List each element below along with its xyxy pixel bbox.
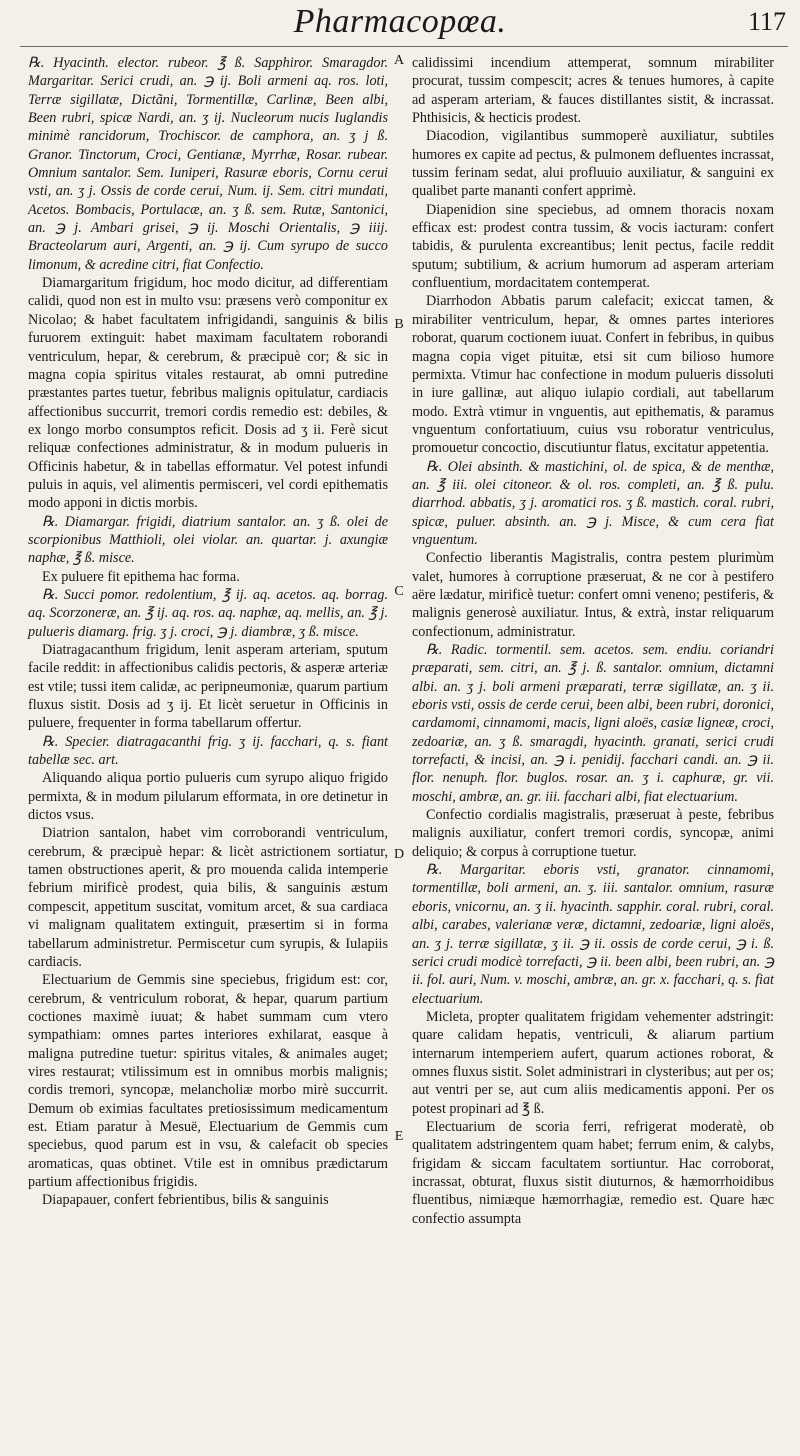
entry-diamargaritum-frigidum: Diamargaritum frigidum, hoc modo dicitur, ad differentiam calidi, quod non est in multo vsu: præsens verò componitur ex Nicolao; & habet facultatem infrigidandi, sanguinis & bilis furuorem extinguit: habet maximam facultatem roborandi ventriculum, hepar, & cerebrum, & præcipuè cor; & sic in magna copia spiritus vitales restaurat, ab omni putredine præstantes partes tuetur, febribus malignis opitulatur, cardiacis affectionibus succurrit, tremori cordis remedio est: debiles, & ex longo morbo consumptos reficit. Dosis ad ʒ ii. Ferè sicut reliquæ confectiones administratur, & in modum pulueris in Officinis habetur, & in tabellas efformatur. Vel potest infundi puluis in aquis, vel alimentis permisceri, vel cordi epithematis modo apponi in dictis morbis. [28,275,388,512]
recipe-succi-pomor: ℞. Succi pomor. redolentium, ℥ ij. aq. acetos. aq. borrag. aq. Scorzoneræ, an. ℥ ij. aq. ros. aq. naphæ, aq. mellis, an. ℥ j. pulueris diamarg. frig. ʒ j. croci, ℈ j. diambræ, ʒ ß. misce. [28,586,388,640]
entry-micleta: Micleta, propter qualitatem frigidam vehementer adstringit: quare calidam hepatis, ventriculi, & aliarum partium internarum intemperiem aufert, quarum actiones roborat, & omnes fluxus sistit. Solet administrari in clysteribus; aut per os; aut ventri per se, aut cum aliis medicamentis apponi. Per os potest propinari ad ℥ ß. [412,1008,774,1117]
recipe-hyacinth: ℞. Hyacinth. elector. rubeor. ℥ ß. Sapphiror. Smaragdor. Margaritar. Serici crudi, an. ℈ ij. Boli armeni aq. ros. loti, Terræ sigillatæ, Dictãni, Tormentillæ, Carlinæ, Been albi, Been rubri, spicæ Nardi, an. ʒ ij. Nucleorum nucis Iuglandis minimè rancidorum, Trochiscor. de camphora, an. ʒ j ß. Granor. Tinctorum, Croci, Gentianæ, Myrrhæ, Rosar. rubear. Omnium santalor. Sem. Iuniperi, Rasuræ eboris, Cornu cerui vsti, an. ʒ j. Ossis de corde cerui, Num. ij. Sem. citri mundati, Acetos. Bombacis, Portulacæ, an. ʒ ß. sem. Rutæ, Santonici, an. ℈ j. Ambari grisei, ℈ ij. Moschi Orientalis, ℈ iiij. Bracteolarum auri, Argenti, an. ℈ ij. Cum syrupo de succo limonum, & acredine citri, fiat Confectio. [28,55,388,273]
running-head [0,0,800,52]
entry-electuarium-de-gemmis: Electuarium de Gemmis sine speciebus, frigidum est: cor, cerebrum, & ventriculum roborat, & hepar, quarum partium coctiones maximè iuuat; & habet summam cum vtero sympathiam: omnes partes interiores exhilarat, easque à maligna putredine tuetur: spiritus vitales, & animales auget; vires restaurat; vtilissimum est in omnibus morbis malignis; cordis tremori, syncopæ, melancholiæ morbo mirè succurrit. Demum ob eximias facultates pretiosissimum medicamentum est. Etiam paratur à Mesuë, Electuarium de Gemmis cum speciebus, quod parum est in vsu, & calefacit ob species aromaticas, quas obtinet. Vtile est in omnibus prædictarum partium affectionibus frigidis. [28,972,388,1190]
entry-diarrhodon-abbatis: Diarrhodon Abbatis parum calefacit; exiccat tamen, & mirabiliter ventriculum, hepar, & omnes partes interiores roborat, quarum coctionem iuuat. Confert in febribus, in quibus magna copia viget pituitæ, etsi sit cum bilioso humore permixta. Vtimur hac confectione in modum pulueris dissoluti in iure gallinæ, aut aliquo iulapio cordiali, aut tabellarum modo. Extrà vtimur in vnguentis, aut epithematis, & paramus vnguentum confortatiuum, cuius vsu roboratur ventriculus, promouetur concoctio, discutiuntur flatus, excitatur appetentia. [412,293,774,457]
margin-letter-d: D [393,847,405,862]
entry-confectio-liberantis: Confectio liberantis Magistralis, contra pestem plurimùm valet, humores à corruptione præseruat, & ne cor à pestifero aëre lædatur, mirificè tuetur: confert omni veneno; pestiferis, & malignis generosè auxiliatur. Intus, & extrà, instar reliquarum confectionum, administratur. [412,550,774,640]
margin-letter-a: A [393,53,405,68]
recipe-radic-tormentil: ℞. Radic. tormentil. sem. acetos. sem. endiu. coriandri præparati, sem. citri, an. ℥ j. ß. santalor. omnium, dictamni albi. an. ʒ j. boli armeni præparati, terræ sigillatæ, an. ʒ ii. eboris vsti, ossis de cerde cerui, been albi, been rubri, doronici, cardamomi, cinnamomi, macis, ligni aloës, casiæ ligneæ, croci, zedoariæ, an. ʒ ß. smaragdi, hyacinth. granati, serici crudi torrefacti, & incisi, an. ℈ i. penidij. facchari candi. an. ℈ ii. flor. nenuph. flor. buglos. rosar. an. ʒ i. caphuræ, gr. vii. moschi, ambræ, an. gr. iii. facchari albi, fiat electuarium. [412,642,774,805]
epithema-note: Ex puluere fit epithema hac forma. [42,568,240,585]
recipe-olei-absinth: ℞. Olei absinth. & mastichini, ol. de spica, & de menthæ, an. ℥ iii. olei citoneor. & ol. ros. completi, an. ℥ ß. pulu. diarrhod. abbatis, ʒ j. aromatici ros. ʒ ß. mastich. coral. rubri, spicæ, puluer. absinth. an. ℈ j. Misce, & cum cera fiat vnguentum. [412,458,774,548]
entry-electuarium-de-scoria-ferri: Electuarium de scoria ferri, refrigerat moderatè, ob qualitatem adstringentem quam habet; ferrum enim, & calybs, frigidam & siccam facultatem sortiuntur. Hac corroborat, incrassat, obturat, fluxus sistit diuturnos, & hæmorrhoidibus fluentibus, nimiæque hæmorrhagiæ, remedio est. Quare hæc confectio assumpta [412,1118,774,1227]
entry-diatragacanthum: Diatragacanthum frigidum, lenit asperam arteriam, sputum facile reddit: in affectionibus calidis pectoris, & asperæ arteriæ est vtile; tussi item calidæ, ac peripneumoniæ, quarum partium fluxus sistit. Dosis ad ʒ ij. Et licèt seruetur in Officinis in puluere, frequenter in forma tabellarum offertur. [28,642,388,732]
note-pilularum: Aliquando aliqua portio pulueris cum syrupo aliquo frigido permixta, & in modum pilularum efformata, in ore detinetur in dictos vsus. [28,770,388,824]
entry-diatrion-santalon: Diatrion santalon, habet vim corroborandi ventriculum, cerebrum, & præcipuè hepar: & licèt astrictionem sortiatur, tamen obstructiones aperit, & pro mouenda calida intemperie febrium mirificè prodest, quia bilis, & sanguinis æstum compescit, appetitum suscitat, vomitum arcet, & sua cardiaca vi malignam qualitatem extinguit, præsertim si in forma tabellarum administretur. Permiscetur cum syrupis, & Iulapiis cardiacis. [28,825,388,970]
left-column [28,54,388,1210]
entry-diapapauer-continued: calidissimi incendium attemperat, somnum mirabiliter procurat, tussim compescit; acres & tenues humores, à capite ad asperam arteriam, & fauces distillantes sistit, & incrassat. Phthisicis, & hecticis prodest. [412,55,774,127]
margin-letter-e: E [394,1129,404,1144]
entry-confectio-cordialis: Confectio cordialis magistralis, præseruat à peste, febribus malignis auxiliatur, confert tremori cordis, syncopæ, animi deliquio; & corpus à corruptione tuetur. [412,807,774,860]
recipe-margaritar: ℞. Margaritar. eboris vsti, granator. cinnamomi, tormentillæ, boli armeni, an. ʒ. iii. santalor. omnium, rasuræ eboris, vnicornu, an. ʒ ii. hyacinth. sapphir. coral. rubri, coral. albi, carabes, valerianæ veræ, dictamni, zedoariæ, ligni aloës, an. ʒ j. terræ sigillatæ, ʒ ii. ℈ ii. ossis de corde cerui, ℈ i. ß. serici crudi modicè torrefacti, ℈ ii. been albi, been rubri, an. ℈ ii. fol. auri, Num. v. moschi, ambræ, an. gr. x. facchari, q. s. fiat electuarium. [412,862,774,1007]
entry-diapapauer: Diapapauer, confert febrientibus, bilis & sanguinis [42,1192,329,1209]
header-rule [20,46,788,47]
entry-diacodion: Diacodion, vigilantibus summoperè auxiliatur, subtiles humores ex capite ad pectus, & pulmonem defluentes incrassat, tussim ferinam sedat, alui profluuio auxiliatur, & sanguini ex qualibet parte mananti confert apprimè. [412,128,774,200]
recipe-diamargar: ℞. Diamargar. frigidi, diatrium santalor. an. ʒ ß. olei de scorpionibus Matthioli, olei violar. an. quartar. j. axungiæ naphæ, ℥ ß. misce. [28,513,388,567]
recipe-specier-diatragacanthi: ℞. Specier. diatragacanthi frig. ʒ ij. facchari, q. s. fiant tabellæ sec. art. [28,733,388,769]
margin-letter-c: C [394,584,404,599]
page-number: 117 [747,7,786,36]
running-title: Pharmacopœa. [293,3,507,40]
entry-diapenidion: Diapenidion sine speciebus, ad omnem thoracis noxam efficax est: prodest contra tussim, & vocis iacturam: confert tabidis, & purulenta excreantibus; lenit pectus, facile reddit sputum; subtilium, & acrium humorum ad asperam arteriam confluentium, mordacitatem contemperat. [412,201,774,292]
margin-letter-b: B [394,317,404,332]
right-column [412,54,774,1228]
